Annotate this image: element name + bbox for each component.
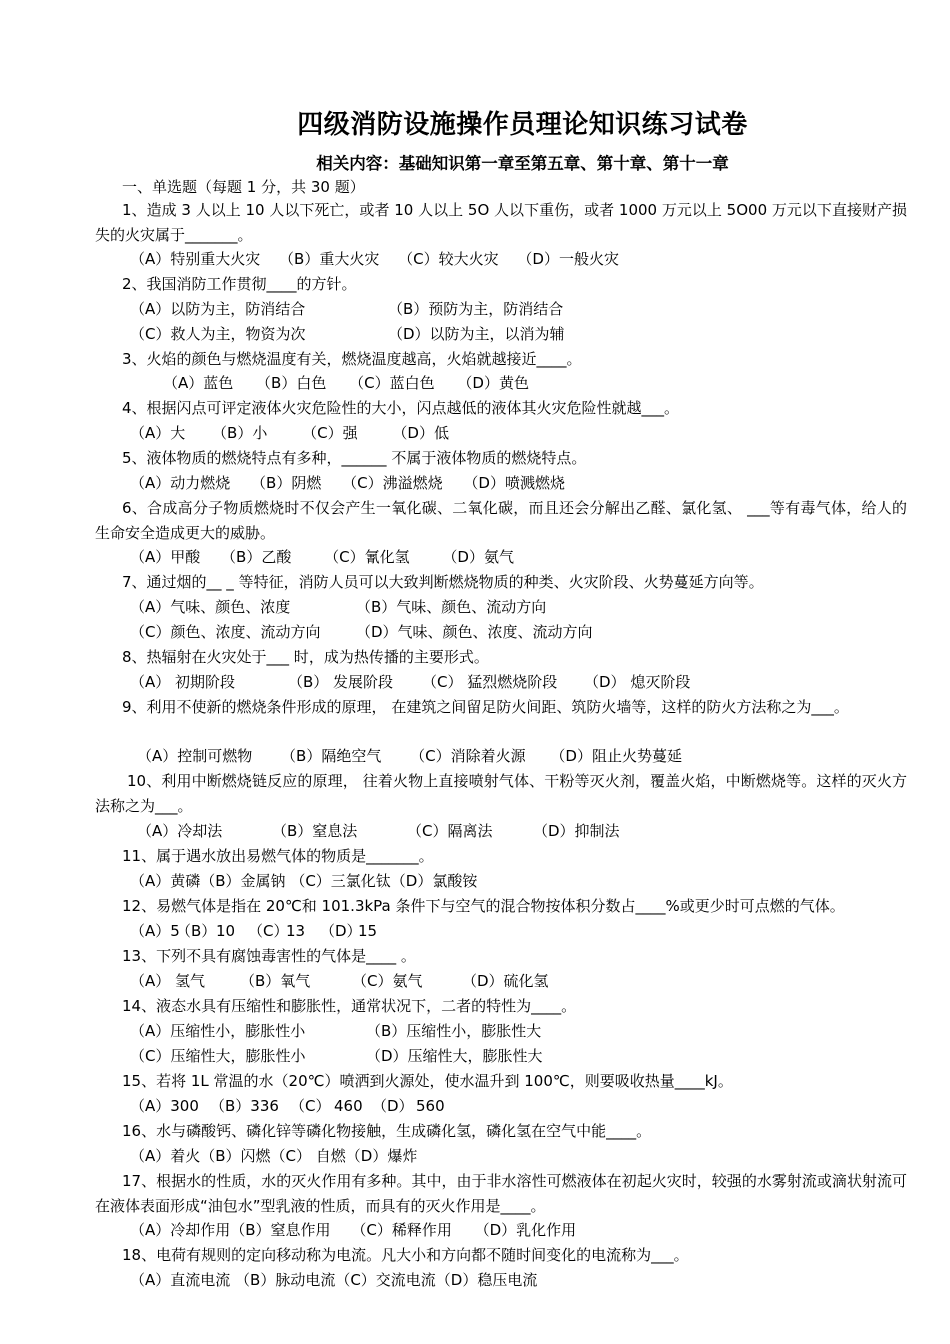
question-3-options [163, 373, 529, 393]
option: （B） 发展阶段 [288, 673, 394, 691]
option: （B）隔绝空气 [281, 747, 382, 765]
option: （A）蓝色 [163, 374, 234, 392]
option-label: （B） [176, 922, 217, 940]
question-12: 12、易燃气体是指在 20℃和 101.3kPa 条件下与空气的混合物按体积分数占____%或更少时可点燃的气体。 [122, 897, 845, 915]
question-9-options [137, 746, 682, 766]
question-10: 10、利用中断燃烧链反应的原理， 往着火物上直接喷射气体、干粉等灭火剂，覆盖火焰，中断燃烧等。这样的灭火方法称之为___。 [95, 772, 907, 815]
option: （B）重大火灾 [279, 250, 380, 268]
option: （A）动力燃烧 [130, 474, 231, 492]
question-5-options [130, 473, 565, 493]
option: （C） 猛烈燃烧阶段 [422, 673, 558, 691]
option: （B）336 [210, 1097, 279, 1115]
option-label: （D） [320, 922, 362, 940]
option: （A）压缩性小，膨胀性小 [130, 1022, 306, 1040]
question-17-options [130, 1220, 576, 1240]
question-18: 18、电荷有规则的定向移动称为电流。凡大小和方向都不随时间变化的电流称为___。 [122, 1246, 689, 1264]
option-value: 15 [358, 922, 378, 940]
question-2: 2、我国消防工作贯彻____的方针。 [122, 275, 357, 293]
option: （B）压缩性小，膨胀性大 [366, 1022, 542, 1040]
option: （D）氨气 [442, 548, 514, 566]
question-16-options [130, 1146, 417, 1166]
option: （B）窒息法 [272, 822, 358, 840]
page-subtitle: 相关内容：基础知识第一章至第五章、第十章、第十一章 [316, 154, 729, 173]
option: （A）冷却作用（B）窒息作用 [130, 1221, 331, 1239]
option-value: 13 [286, 922, 306, 940]
option: （B）阴燃 [251, 474, 322, 492]
question-2-options-row1 [130, 299, 563, 319]
question-11: 11、属于遇水放出易燃气体的物质是_______。 [122, 847, 434, 865]
option: （D）气味、颜色、浓度、流动方向 [356, 623, 593, 641]
option: （A）着火（B）闪燃（C） 自燃（D）爆炸 [130, 1147, 418, 1165]
question-10-options [137, 821, 620, 841]
option: （D）以防为主，以消为辅 [388, 325, 565, 343]
option: （B）气味、颜色、流动方向 [356, 598, 547, 616]
question-15-options [130, 1096, 445, 1116]
option: （B）氧气 [240, 972, 311, 990]
option: （A）大 [130, 424, 186, 442]
option: （C）氰化氢 [324, 548, 410, 566]
option: （A）300 [130, 1097, 199, 1115]
option: （D）阻止火势蔓延 [550, 747, 682, 765]
option: （D）硫化氢 [462, 972, 549, 990]
option-value: 560 [416, 1097, 445, 1115]
option: （A）气味、颜色、浓度 [130, 598, 291, 616]
option: （C）稀释作用 [351, 1221, 452, 1239]
option-label: （C） [248, 922, 289, 940]
option: （D）黄色 [457, 374, 529, 392]
option: （C）救人为主，物资为次 [130, 325, 306, 343]
option: （B）预防为主，防消结合 [388, 300, 564, 318]
question-16: 16、水与磷酸钙、磷化锌等磷化物接触，生成磷化氢，磷化氢在空气中能____。 [122, 1122, 652, 1140]
question-7-options-row1 [130, 597, 546, 617]
question-5: 5、液体物质的燃烧特点有多种，______ 不属于液体物质的燃烧特点。 [122, 449, 587, 467]
option: （C）消除着火源 [410, 747, 526, 765]
question-3: 3、火焰的颜色与燃烧温度有关，燃烧温度越高，火焰就越接近____。 [122, 350, 582, 368]
option: （A）冷却法 [137, 822, 223, 840]
option: （D）抑制法 [533, 822, 620, 840]
option: （A）5 [130, 922, 180, 940]
question-13-options [130, 971, 549, 991]
question-15: 15、若将 1L 常温的水（20℃）喷洒到火源处，使水温升到 100℃，则要吸收热量____kJ。 [122, 1072, 733, 1090]
question-11-options [130, 871, 477, 891]
option: （A）控制可燃物 [137, 747, 253, 765]
option: （C）颜色、浓度、流动方向 [130, 623, 321, 641]
option: （C）沸溢燃烧 [342, 474, 443, 492]
question-7: 7、通过烟的__ _ 等特征，消防人员可以大致判断燃烧物质的种类、火灾阶段、火势蔓延方向等。 [122, 573, 764, 591]
question-14: 14、液态水具有压缩性和膨胀性，通常状况下，二者的特性为____。 [122, 997, 577, 1015]
question-4-options [130, 423, 449, 443]
option: （A）以防为主，防消结合 [130, 300, 306, 318]
option: （A）直流电流 （B）脉动电流（C）交流电流（D）稳压电流 [130, 1271, 538, 1289]
option: （B）乙酸 [221, 548, 292, 566]
option: （A） 氢气 [130, 972, 206, 990]
question-4: 4、根据闪点可评定液体火灾危险性的大小，闪点越低的液体其火灾危险性就越___。 [122, 399, 680, 417]
option: （D）一般火灾 [517, 250, 619, 268]
option: （D） 熄灭阶段 [584, 673, 691, 691]
section-heading: 一、单选题（每题 1 分，共 30 题） [122, 178, 365, 196]
option-value: 460 [334, 1097, 363, 1115]
question-2-options-row2 [130, 324, 565, 344]
option: （A）黄磷（B）金属钠 （C）三氯化钛（D）氯酸铵 [130, 872, 478, 890]
option: （B）白色 [256, 374, 327, 392]
option: （D）乳化作用 [474, 1221, 577, 1239]
option: （B）小 [212, 424, 268, 442]
question-7-options-row2 [130, 622, 593, 642]
option-label: （C） [290, 1097, 331, 1115]
page-title: 四级消防设施操作员理论知识练习试卷 [297, 110, 748, 140]
question-1-options [130, 249, 619, 269]
option: （A） 初期阶段 [130, 673, 236, 691]
option: （C）强 [302, 424, 358, 442]
question-13: 13、下列不具有腐蚀毒害性的气体是____ 。 [122, 947, 416, 965]
option-value: 10 [216, 922, 236, 940]
option: （D）低 [392, 424, 449, 442]
option: （C）压缩性大，膨胀性小 [130, 1047, 306, 1065]
question-1: 1、造成 3 人以上 10 人以下死亡，或者 10 人以上 5O 人以下重伤，或者 1000 万元以上 5O00 万元以下直接财产损失的火灾属于_______。 [95, 201, 907, 244]
option: （D）压缩性大，膨胀性大 [366, 1047, 543, 1065]
question-6-options [130, 547, 514, 567]
option: （C）蓝白色 [349, 374, 435, 392]
option: （A）特别重大火灾 [130, 250, 261, 268]
option: （A）甲酸 [130, 548, 201, 566]
option: （C）较大火灾 [398, 250, 499, 268]
question-14-options-row1 [130, 1021, 541, 1041]
question-14-options-row2 [130, 1046, 543, 1066]
question-6: 6、合成高分子物质燃烧时不仅会产生一氧化碳、二氧化碳，而且还会分解出乙醛、氯化氢、 ___等有毒气体，给人的生命安全造成更大的威胁。 [95, 499, 907, 542]
option: （D）喷溅燃烧 [463, 474, 565, 492]
option: （C）氨气 [352, 972, 423, 990]
option: （C）隔离法 [407, 822, 493, 840]
question-12-options [130, 921, 377, 941]
question-18-options [130, 1270, 537, 1290]
question-17: 17、根据水的性质，水的灭火作用有多种。其中，由于非水溶性可燃液体在初起火灾时，较强的水雾射流或滴状射流可在液体表面形成“油包水”型乳液的性质，而具有的灭火作用是____。 [95, 1172, 907, 1215]
option-label: （D） [372, 1097, 414, 1115]
question-9: 9、利用不使新的燃烧条件形成的原理， 在建筑之间留足防火间距、筑防火墙等，这样的防火方法称之为___。 [122, 698, 849, 716]
question-8: 8、热辐射在火灾处于___ 时，成为热传播的主要形式。 [122, 648, 489, 666]
question-8-options [130, 672, 690, 692]
